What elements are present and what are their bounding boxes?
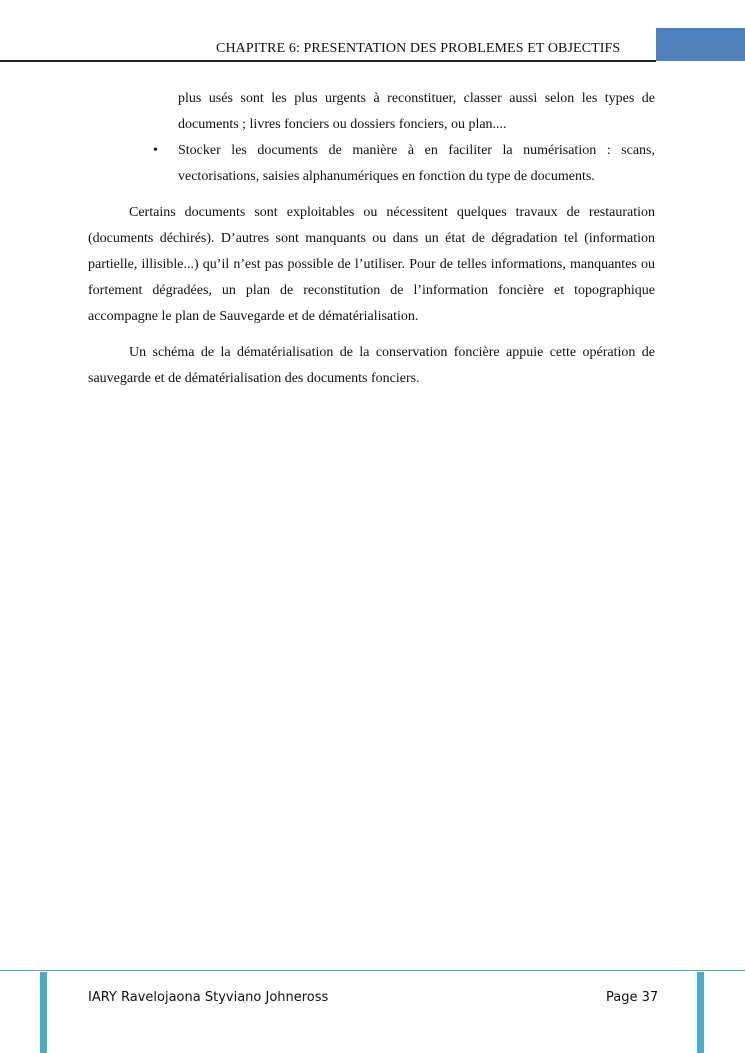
header-rule: [0, 60, 656, 62]
continued-list-text: plus usés sont les plus urgents à reconstituer, classer aussi selon les types de documents ; livres fonciers ou dossiers fonciers, ou plan....: [178, 91, 655, 132]
body-text: [88, 86, 655, 392]
bullet-list-item: [88, 138, 655, 190]
paragraph-schema: Un schéma de la dématérialisation de la conservation foncière appuie cette opération de sauvegarde et de dématérialisation des documents fonciers.: [88, 345, 655, 386]
page-header-title: CHAPITRE 6: PRESENTATION DES PROBLEMES ET OBJECTIFS: [216, 41, 621, 56]
header-accent-block: [656, 28, 745, 61]
footer-author: IARY Ravelojaona Styviano Johneross: [88, 990, 329, 1005]
footer-left-bar: [40, 972, 47, 1053]
footer-right-bar: [697, 972, 704, 1053]
footer-rule: [0, 970, 745, 971]
bullet-icon: •: [153, 143, 158, 158]
footer-page-number: Page 37: [606, 990, 659, 1005]
bullet-text: Stocker les documents de manière à en faciliter la numérisation : scans, vectorisations, saisies alphanumériques en fonction du type de documents.: [178, 143, 655, 184]
paragraph-restoration: Certains documents sont exploitables ou nécessitent quelques travaux de restauration (documents déchirés). D’autres sont manquants ou dans un état de dégradation tel (information partielle, illisible...) qu’il n’est pas possible de l’utiliser. Pour de telles informations, manquantes ou fortement dégradées, un plan de reconstitution de l’information foncière et topographique accompagne le plan de Sauvegarde et de dématérialisation.: [88, 205, 655, 324]
